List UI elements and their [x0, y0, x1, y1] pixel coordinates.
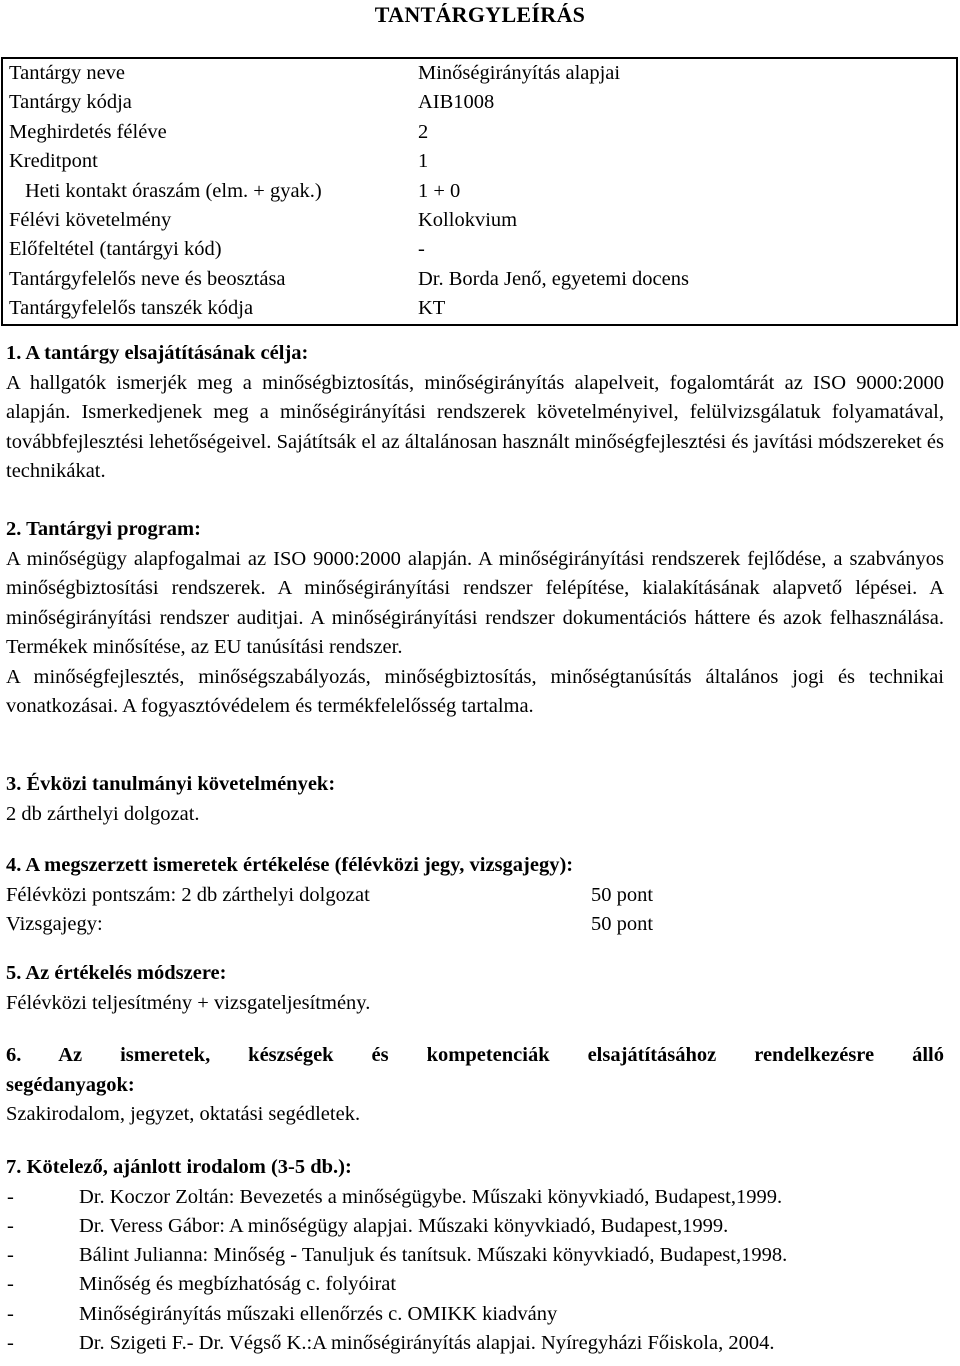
list-dash: - [7, 1214, 14, 1237]
section-goal [6, 339, 944, 487]
section-heading: 2. Tantárgyi program: [6, 518, 201, 540]
info-row [2, 58, 957, 88]
section-text: Félévközi teljesítmény + vizsgateljesítmény. [6, 991, 371, 1014]
info-value: Minőségirányítás alapjai [418, 62, 621, 84]
section-text: Szakirodalom, jegyzet, oktatási segédletek. [6, 1103, 361, 1125]
page-title: TANTÁRGYLEÍRÁS [374, 2, 586, 27]
info-value: 2 [418, 120, 429, 143]
info-row [2, 265, 957, 294]
section-heading: 5. Az értékelés módszere: [6, 962, 227, 984]
section-text: A hallgatók ismerjék meg a minőségbiztosítás, minőségirányítás alapelveit, fogalomtárát az ISO 9000:2000 alapján. Ismerkedjenek meg a minőségirányítási rendszerek követelményivel, felülvizsgálatuk folyamatával, továbbfejlesztési lehetőségeivel. Sajátítsák el az általánosan használt minőségfejlesztési és javítási módszereket és technikákat. [6, 371, 944, 482]
info-key: Előfeltétel (tantárgyi kód) [9, 238, 222, 261]
info-key: Félévi követelmény [9, 209, 172, 232]
eval-row [6, 881, 944, 911]
info-row [2, 147, 957, 176]
info-key: Heti kontakt óraszám (elm. + gyak.) [25, 179, 322, 202]
reference-text: Bálint Julianna: Minőség - Tanuljuk és tanítsuk. Műszaki könyvkiadó, Budapest,1998. [79, 1244, 788, 1267]
list-dash: - [7, 1273, 14, 1296]
course-info-table [1, 57, 958, 326]
eval-row [6, 910, 944, 940]
info-key: Kreditpont [9, 150, 98, 173]
reference-text: Minőségirányítás műszaki ellenőrzés c. OMIKK kiadvány [79, 1302, 558, 1325]
info-value: Kollokvium [418, 209, 518, 232]
section-program [6, 515, 944, 722]
section-heading: 3. Évközi tanulmányi követelmények: [6, 773, 336, 795]
reference-list [6, 1183, 944, 1359]
info-row [2, 294, 957, 324]
info-row [2, 235, 957, 264]
section-evaluation [6, 851, 944, 940]
info-row [2, 88, 957, 117]
info-key: Tantárgy kódja [9, 91, 132, 114]
section-text: A minőségügy alapfogalmai az ISO 9000:2000 alapján. A minőségirányítási rendszerek fejlődése, a szabványos minőségbiztosítási rendszerek. A minőségirányítási rendszer felépítése, kialakításának alapvető lépései. A minőségirányítási rendszer auditjai. A minőségirányítási rendszer dokumentációs háttere és azok felhasználása. Termékek minősítése, az EU tanúsítási rendszer. [6, 547, 944, 658]
reference-text: Minőség és megbízhatóság c. folyóirat [79, 1273, 397, 1296]
eval-value: 50 pont [591, 913, 654, 935]
section-heading: 6. Az ismeretek, készségek és kompetenciák elsajátításához rendelkezésre álló [6, 1044, 944, 1066]
info-key: Tantárgyfelelős tanszék kódja [9, 297, 254, 320]
eval-label: Félévközi pontszám: 2 db zárthelyi dolgozat [6, 883, 370, 906]
info-row [2, 118, 957, 147]
eval-value: 50 pont [591, 883, 654, 906]
section-materials [6, 1041, 944, 1130]
info-value: KT [418, 297, 446, 320]
reference-text: Dr. Veress Gábor: A minőségügy alapjai. Műszaki könyvkiadó, Budapest,1999. [79, 1214, 729, 1237]
section-heading: 1. A tantárgy elsajátításának célja: [6, 342, 309, 364]
section-heading: 7. Kötelező, ajánlott irodalom (3-5 db.): [6, 1156, 352, 1178]
list-dash: - [7, 1244, 14, 1267]
info-value: Dr. Borda Jenő, egyetemi docens [418, 267, 689, 290]
eval-label: Vizsgajegy: [6, 913, 103, 935]
reference-text: Dr. Koczor Zoltán: Bevezetés a minőségügybe. Műszaki könyvkiadó, Budapest,1999. [79, 1185, 783, 1208]
section-literature [6, 1153, 944, 1358]
section-heading-cont: segédanyagok: [6, 1073, 135, 1096]
info-key: Meghirdetés féléve [9, 120, 167, 143]
info-value: 1 + 0 [418, 179, 461, 202]
section-requirements [6, 770, 944, 829]
list-item [6, 1183, 944, 1212]
section-method [6, 959, 944, 1018]
info-key: Tantárgyfelelős neve és beosztása [9, 267, 286, 290]
info-value: 1 [418, 150, 429, 173]
info-row [2, 177, 957, 206]
section-text: 2 db zárthelyi dolgozat. [6, 802, 200, 825]
list-item [6, 1241, 944, 1270]
section-text: A minőségfejlesztés, minőségszabályozás, minőségbiztosítás, minőségtanúsítás általános jogi és technikai vonatkozásai. A fogyasztóvédelem és termékfelelősség tartalma. [6, 665, 944, 717]
list-item [6, 1300, 944, 1329]
info-value: AIB1008 [418, 91, 495, 114]
list-dash: - [7, 1302, 14, 1325]
list-item [6, 1212, 944, 1241]
list-item [6, 1329, 944, 1358]
info-key: Tantárgy neve [9, 62, 126, 84]
reference-text: Dr. Szigeti F.- Dr. Végső K.:A minőségirányítás alapjai. Nyíregyházi Főiskola, 2004. [79, 1331, 775, 1354]
list-dash: - [7, 1185, 14, 1208]
list-item [6, 1270, 944, 1299]
list-dash: - [7, 1331, 14, 1354]
info-row [2, 206, 957, 235]
info-value: - [418, 238, 425, 261]
section-heading: 4. A megszerzett ismeretek értékelése (félévközi jegy, vizsgajegy): [6, 854, 574, 876]
